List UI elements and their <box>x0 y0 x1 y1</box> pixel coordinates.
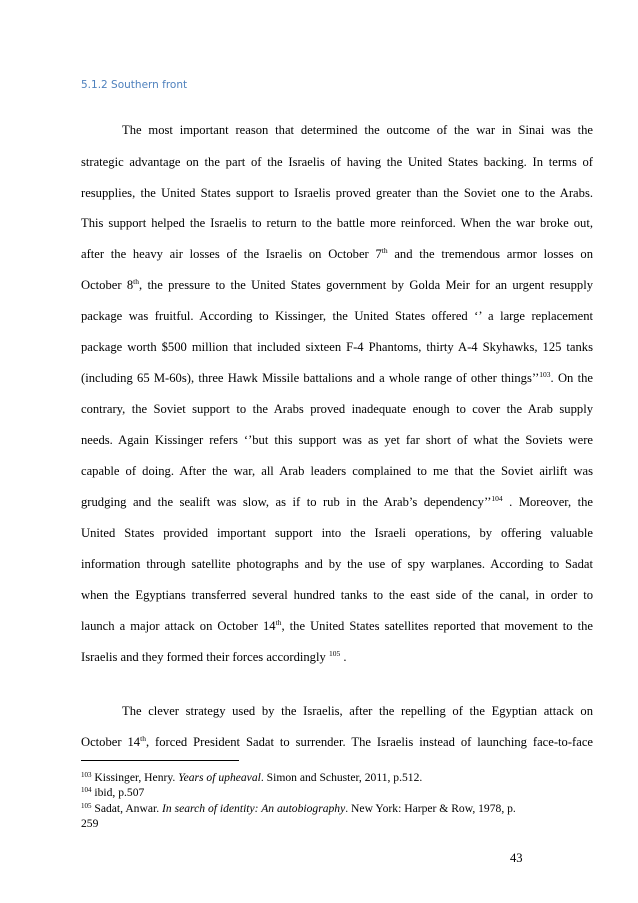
footnote: $^{105}$ Sadat, Anwar. In search of identity: An autobiography. New York: Harper & Row, 1978, p. <box>81 802 516 815</box>
superscript: th <box>275 618 282 627</box>
paragraph-line: capable of doing. After the war, all Arab leaders complained to me that the Soviet airlift was <box>81 464 593 478</box>
paragraph-line: This support helped the Israelis to return to the battle more reinforced. When the war broke out, <box>81 216 593 230</box>
footnote-continuation: 259 <box>81 817 99 830</box>
footnote-ref: 103 <box>539 370 551 379</box>
paragraph-line: launch a major attack on October 14th, the United States satellites reported that movement to the <box>81 618 593 633</box>
footnote: $^{103}$ Kissinger, Henry. Years of upheaval. Simon and Schuster, 2011, p.512. <box>81 771 423 784</box>
paragraph-line: package was fruitful. According to Kissinger, the United States offered ‘’ a large replacement <box>81 309 593 323</box>
paragraph-line: needs. Again Kissinger refers ‘’but this support was as yet far short of what the Soviets were <box>81 433 593 447</box>
paragraph-line: contrary, the Soviet support to the Arabs proved inadequate enough to cover the Arab supply <box>81 402 593 416</box>
superscript: th <box>140 734 146 743</box>
paragraph-line: when the Egyptians transferred several hundred tanks to the east side of the canal, in order to <box>81 588 593 602</box>
paragraph-line: (including 65 M-60s), three Hawk Missile battalions and a whole range of other things’’$^{103}$. On the <box>81 370 593 385</box>
paragraph-line: October 14th, forced President Sadat to surrender. The Israelis instead of launching face-to-face <box>81 734 593 749</box>
paragraph-line: strategic advantage on the part of the Israelis of having the United States backing. In terms of <box>81 155 593 169</box>
superscript: th <box>381 246 388 255</box>
footnote: $^{104}$ ibid, p.507 <box>81 786 145 799</box>
section-heading: 5.1.2 Southern front <box>81 79 188 91</box>
paragraph-line: Israelis and they formed their forces accordingly $^{105}$ . <box>81 649 347 664</box>
paragraph-line: United States provided important support into the Israeli operations, by offering valuable <box>81 526 593 540</box>
paragraph-line: The most important reason that determined the outcome of the war in Sinai was the <box>122 123 593 137</box>
paragraph-line: The clever strategy used by the Israelis, after the repelling of the Egyptian attack on <box>122 704 593 718</box>
paragraph-line: information through satellite photographs and by the use of spy warplanes. According to Sadat <box>81 557 593 571</box>
paragraph-line: after the heavy air losses of the Israelis on October 7th and the tremendous armor losses on <box>81 246 593 261</box>
paragraph-line: October 8th, the pressure to the United States government by Golda Meir for an urgent resupply <box>81 277 593 292</box>
footnote-ref: 105 <box>328 649 341 658</box>
footnote-separator <box>81 760 239 761</box>
paragraph-line: grudging and the sealift was slow, as if to rub in the Arab’s dependency’’$^{104}$ . Moreover, the <box>81 494 593 509</box>
paragraph-line: package worth $500 million that included sixteen F-4 Phantoms, thirty A-4 Skyhawks, 125 tanks <box>81 340 593 354</box>
page-number: 43 <box>510 851 523 865</box>
paragraph-line: resupplies, the United States support to Israelis proved greater than the Soviet one to the Arabs. <box>81 186 593 200</box>
superscript: th <box>133 277 139 286</box>
footnote-ref: 104 <box>491 494 503 503</box>
